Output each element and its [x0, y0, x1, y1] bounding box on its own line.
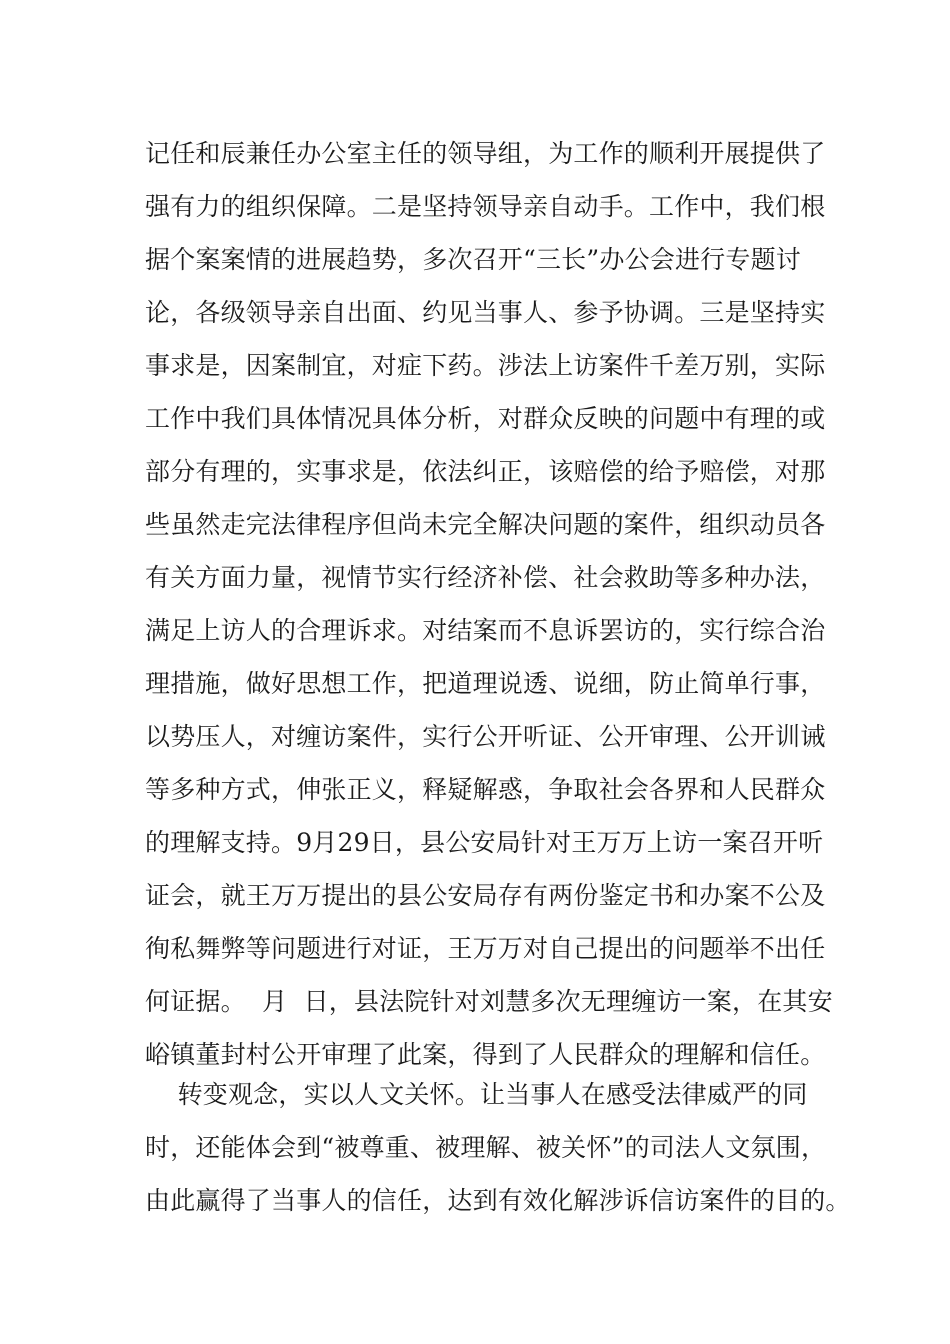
text-line: 部分有理的，实事求是，依法纠正，该赔偿的给予赔偿，对那 [145, 457, 826, 486]
text-line: 工作中我们具体情况具体分析，对群众反映的问题中有理的或 [145, 404, 826, 433]
text-line: 等多种方式，伸张正义，释疑解惑，争取社会各界和人民群众 [145, 775, 826, 804]
paragraph-2 [145, 1068, 851, 1227]
text-line: 据个案案情的进展趋势，多次召开“三长”办公会进行专题讨 [145, 245, 801, 274]
text-line: 满足上访人的合理诉求。对结案而不息诉罢访的，实行综合治 [145, 616, 826, 645]
text-line: 转变观念，实以人文关怀。让当事人在感受法律威严的同 [145, 1080, 808, 1109]
text-line: 以势压人，对缠访案件，实行公开听证、公开审理、公开训诫 [145, 722, 826, 751]
text-line: 强有力的组织保障。二是坚持领导亲自动手。工作中，我们根 [145, 192, 826, 221]
text-line: 论，各级领导亲自出面、约见当事人、参予协调。三是坚持实 [145, 298, 826, 327]
text-line: 峪镇董封村公开审理了此案，得到了人民群众的理解和信任。 [145, 1040, 826, 1069]
paragraph-1 [145, 127, 833, 1081]
text-line: 有关方面力量，视情节实行经济补偿、社会救助等多种办法， [145, 563, 826, 592]
text-line: 时，还能体会到“被尊重、被理解、被关怀”的司法人文氛围， [145, 1133, 827, 1162]
text-line: 由此赢得了当事人的信任，达到有效化解涉诉信访案件的目的。 [145, 1186, 851, 1215]
text-line: 事求是，因案制宜，对症下药。涉法上访案件千差万别，实际 [145, 351, 826, 380]
text-line: 证会，就王万万提出的县公安局存有两份鉴定书和办案不公及 [145, 881, 826, 910]
text-line: 记任和辰兼任办公室主任的领导组，为工作的顺利开展提供了 [145, 139, 826, 168]
text-line: 何证据。 月 日，县法院针对刘慧多次无理缠访一案，在其安 [145, 987, 833, 1016]
text-line: 理措施，做好思想工作，把道理说透、说细，防止简单行事， [145, 669, 826, 698]
text-line: 徇私舞弊等问题进行对证，王万万对自己提出的问题举不出任 [145, 934, 826, 963]
text-line: 些虽然走完法律程序但尚未完全解决问题的案件，组织动员各 [145, 510, 826, 539]
text-line: 的理解支持。9月29日，县公安局针对王万万上访一案召开听 [145, 828, 824, 857]
